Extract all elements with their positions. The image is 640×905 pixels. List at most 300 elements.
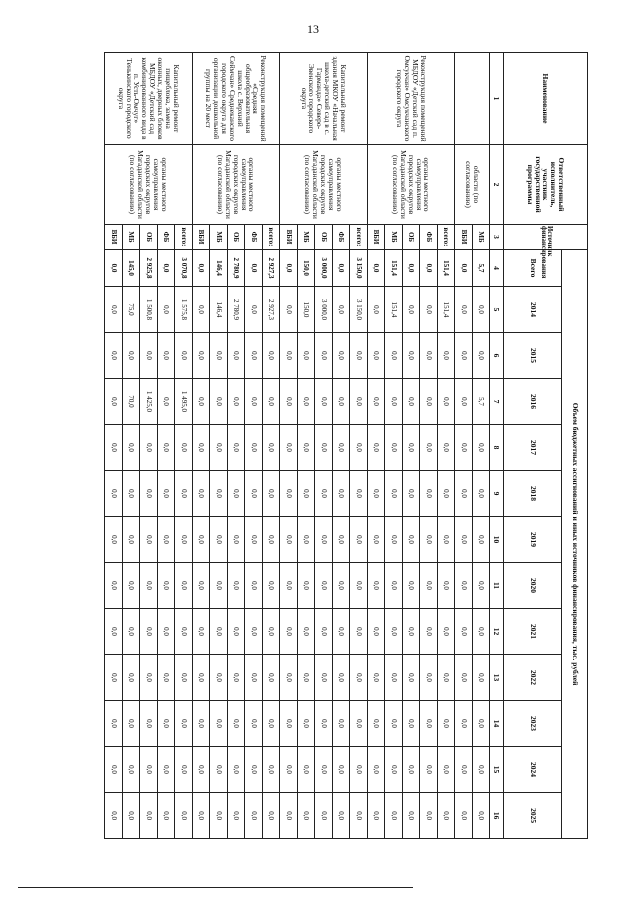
value-cell: 0,0 [297, 379, 315, 425]
value-cell: 0,0 [420, 563, 438, 609]
row-name: Реконструкция помещений «Средняя общеобразовательная школа с. Верхний Сеймчан» Среднеканского городского округа для организации дошкольной группы на 20 мест [192, 53, 280, 145]
value-cell: 0,0 [332, 747, 350, 793]
value-cell: 0,0 [157, 563, 175, 609]
value-cell: 0,0 [332, 471, 350, 517]
value-cell: 0,0 [297, 425, 315, 471]
value-cell: 0,0 [297, 793, 315, 839]
value-cell: 0,0 [227, 379, 245, 425]
value-cell: 0,0 [332, 379, 350, 425]
value-cell: 0,0 [245, 287, 263, 333]
value-cell: 0,0 [262, 563, 280, 609]
value-cell: 0,0 [140, 609, 158, 655]
value-cell: 0,0 [105, 793, 123, 839]
value-cell: 0,0 [385, 701, 403, 747]
value-cell: 0,0 [350, 701, 368, 747]
value-cell: 0,0 [402, 609, 420, 655]
source-cell: ФБ [420, 225, 438, 250]
value-cell: 0,0 [210, 425, 228, 471]
value-cell: 0,0 [420, 471, 438, 517]
value-cell: 0,0 [280, 379, 298, 425]
total-cell: 3 000,0 [315, 250, 333, 287]
value-cell: 3 150,0 [350, 287, 368, 333]
value-cell: 0,0 [455, 701, 473, 747]
value-cell: 0,0 [472, 287, 490, 333]
value-cell: 0,0 [367, 655, 385, 701]
value-cell: 0,0 [245, 609, 263, 655]
value-cell: 0,0 [402, 747, 420, 793]
value-cell: 0,0 [105, 655, 123, 701]
source-cell: МБ [210, 225, 228, 250]
header-total: Всего [504, 250, 562, 287]
value-cell: 0,0 [367, 701, 385, 747]
value-cell: 0,0 [332, 287, 350, 333]
total-cell: 0,0 [367, 250, 385, 287]
value-cell: 0,0 [420, 333, 438, 379]
value-cell: 0,0 [227, 517, 245, 563]
value-cell: 0,0 [472, 655, 490, 701]
page-number: 13 [307, 22, 319, 36]
value-cell: 0,0 [175, 333, 193, 379]
source-cell: ВБИ [105, 225, 123, 250]
header-year: 2014 [504, 287, 562, 333]
total-cell: 145,0 [122, 250, 140, 287]
row-name: Реконструкция помещений МБДОУ «Детский сад п. Омсукчан» Омсукчанского городского округа [367, 53, 455, 145]
value-cell: 0,0 [175, 471, 193, 517]
row-name: Капитальный ремонт здания МКОУ «Начальная школа-детский сад в с. Гарманда» Северо-Эвенского городского округа [280, 53, 368, 145]
value-cell: 0,0 [262, 425, 280, 471]
column-number: 14 [490, 701, 504, 747]
table-row [350, 53, 368, 839]
table-row [472, 53, 490, 839]
value-cell: 0,0 [140, 333, 158, 379]
value-cell: 0,0 [140, 471, 158, 517]
value-cell: 0,0 [472, 471, 490, 517]
value-cell: 0,0 [332, 609, 350, 655]
value-cell: 0,0 [367, 287, 385, 333]
value-cell: 0,0 [280, 701, 298, 747]
value-cell: 0,0 [192, 793, 210, 839]
value-cell: 0,0 [315, 471, 333, 517]
page-bottom-rule [18, 887, 413, 888]
value-cell: 0,0 [192, 287, 210, 333]
column-number: 6 [490, 333, 504, 379]
value-cell: 0,0 [455, 609, 473, 655]
value-cell: 0,0 [245, 793, 263, 839]
value-cell: 0,0 [315, 793, 333, 839]
total-cell: 3 150,0 [350, 250, 368, 287]
value-cell: 0,0 [315, 609, 333, 655]
value-cell: 0,0 [402, 793, 420, 839]
value-cell: 0,0 [472, 425, 490, 471]
column-number: 4 [490, 250, 504, 287]
value-cell: 0,0 [420, 425, 438, 471]
value-cell: 0,0 [262, 793, 280, 839]
value-cell: 151,4 [385, 287, 403, 333]
value-cell: 0,0 [280, 655, 298, 701]
table-row [437, 53, 455, 839]
value-cell: 0,0 [402, 471, 420, 517]
row-responsible: органы местного самоуправления городских округов Магаданской области (по согласованию) [192, 145, 280, 225]
header-year: 2025 [504, 793, 562, 839]
value-cell: 0,0 [420, 609, 438, 655]
value-cell: 0,0 [210, 609, 228, 655]
header-source: Источник финансирования [504, 225, 588, 250]
value-cell: 3 000,0 [315, 287, 333, 333]
value-cell: 0,0 [210, 333, 228, 379]
value-cell: 0,0 [210, 793, 228, 839]
value-cell: 0,0 [192, 379, 210, 425]
value-cell: 0,0 [192, 701, 210, 747]
value-cell: 0,0 [402, 517, 420, 563]
value-cell: 0,0 [227, 563, 245, 609]
value-cell: 146,4 [210, 287, 228, 333]
source-cell: ОБ [315, 225, 333, 250]
value-cell: 0,0 [210, 655, 228, 701]
total-cell: 0,0 [245, 250, 263, 287]
column-number: 8 [490, 425, 504, 471]
value-cell: 0,0 [315, 655, 333, 701]
header-year: 2023 [504, 701, 562, 747]
value-cell: 0,0 [385, 747, 403, 793]
value-cell: 0,0 [297, 517, 315, 563]
value-cell: 0,0 [332, 701, 350, 747]
value-cell: 0,0 [192, 655, 210, 701]
value-cell: 0,0 [297, 471, 315, 517]
value-cell: 0,0 [280, 609, 298, 655]
value-cell: 0,0 [280, 471, 298, 517]
value-cell: 0,0 [350, 425, 368, 471]
value-cell: 0,0 [472, 747, 490, 793]
value-cell: 0,0 [367, 563, 385, 609]
value-cell: 0,0 [455, 793, 473, 839]
value-cell: 0,0 [385, 517, 403, 563]
value-cell: 0,0 [245, 333, 263, 379]
value-cell: 0,0 [157, 333, 175, 379]
table-row [175, 53, 193, 839]
value-cell: 0,0 [367, 517, 385, 563]
value-cell: 0,0 [122, 609, 140, 655]
value-cell: 0,0 [157, 701, 175, 747]
value-cell: 0,0 [455, 379, 473, 425]
value-cell: 0,0 [350, 747, 368, 793]
value-cell: 0,0 [472, 793, 490, 839]
value-cell: 0,0 [280, 333, 298, 379]
header-year: 2017 [504, 425, 562, 471]
value-cell: 1 425,0 [140, 379, 158, 425]
value-cell: 0,0 [420, 517, 438, 563]
value-cell: 0,0 [315, 425, 333, 471]
source-cell: ВБИ [192, 225, 210, 250]
total-cell: 0,0 [455, 250, 473, 287]
value-cell: 0,0 [280, 287, 298, 333]
value-cell: 0,0 [455, 425, 473, 471]
value-cell: 0,0 [385, 563, 403, 609]
value-cell: 0,0 [332, 563, 350, 609]
value-cell: 0,0 [175, 517, 193, 563]
value-cell: 0,0 [122, 563, 140, 609]
value-cell: 0,0 [122, 471, 140, 517]
value-cell: 0,0 [192, 425, 210, 471]
value-cell: 0,0 [367, 609, 385, 655]
value-cell: 0,0 [280, 517, 298, 563]
value-cell: 0,0 [157, 655, 175, 701]
value-cell: 0,0 [105, 425, 123, 471]
value-cell: 0,0 [367, 747, 385, 793]
value-cell: 0,0 [105, 379, 123, 425]
value-cell: 0,0 [350, 655, 368, 701]
source-cell: всего: [350, 225, 368, 250]
value-cell: 0,0 [140, 655, 158, 701]
value-cell: 0,0 [192, 517, 210, 563]
value-cell: 0,0 [437, 701, 455, 747]
value-cell: 75,0 [122, 287, 140, 333]
value-cell: 0,0 [297, 655, 315, 701]
value-cell: 2 780,9 [227, 287, 245, 333]
total-cell: 0,0 [105, 250, 123, 287]
value-cell: 0,0 [455, 333, 473, 379]
column-number: 5 [490, 287, 504, 333]
value-cell: 0,0 [455, 471, 473, 517]
source-cell: ФБ [332, 225, 350, 250]
value-cell: 0,0 [385, 379, 403, 425]
value-cell: 0,0 [472, 333, 490, 379]
column-number: 13 [490, 655, 504, 701]
value-cell: 0,0 [420, 701, 438, 747]
value-cell: 0,0 [227, 471, 245, 517]
value-cell: 0,0 [157, 425, 175, 471]
value-cell: 0,0 [175, 701, 193, 747]
value-cell: 0,0 [262, 701, 280, 747]
value-cell: 0,0 [192, 333, 210, 379]
value-cell: 0,0 [472, 701, 490, 747]
value-cell: 0,0 [210, 517, 228, 563]
value-cell: 0,0 [157, 793, 175, 839]
value-cell: 0,0 [210, 563, 228, 609]
value-cell: 0,0 [367, 425, 385, 471]
column-number: 3 [490, 225, 504, 250]
value-cell: 0,0 [350, 563, 368, 609]
value-cell: 0,0 [175, 747, 193, 793]
value-cell: 0,0 [367, 333, 385, 379]
value-cell: 0,0 [332, 655, 350, 701]
total-cell: 150,0 [297, 250, 315, 287]
value-cell: 0,0 [122, 793, 140, 839]
value-cell: 0,0 [472, 563, 490, 609]
value-cell: 0,0 [350, 471, 368, 517]
value-cell: 0,0 [210, 379, 228, 425]
value-cell: 70,0 [122, 379, 140, 425]
table-row [262, 53, 280, 839]
value-cell: 0,0 [350, 379, 368, 425]
value-cell: 0,0 [402, 655, 420, 701]
total-cell: 151,4 [437, 250, 455, 287]
column-number: 15 [490, 747, 504, 793]
total-cell: 0,0 [332, 250, 350, 287]
total-cell: 0,0 [192, 250, 210, 287]
value-cell: 0,0 [437, 333, 455, 379]
value-cell: 0,0 [455, 563, 473, 609]
total-cell: 2 927,3 [262, 250, 280, 287]
value-cell: 0,0 [122, 747, 140, 793]
total-cell: 146,4 [210, 250, 228, 287]
value-cell: 0,0 [472, 517, 490, 563]
rotated-table-container [104, 52, 588, 838]
value-cell: 0,0 [455, 517, 473, 563]
value-cell: 0,0 [385, 471, 403, 517]
header-year: 2015 [504, 333, 562, 379]
value-cell: 0,0 [175, 793, 193, 839]
value-cell: 0,0 [297, 333, 315, 379]
value-cell: 0,0 [437, 793, 455, 839]
value-cell: 0,0 [332, 333, 350, 379]
value-cell: 0,0 [437, 609, 455, 655]
value-cell: 0,0 [262, 609, 280, 655]
value-cell: 0,0 [175, 609, 193, 655]
value-cell: 0,0 [402, 425, 420, 471]
value-cell: 0,0 [280, 425, 298, 471]
value-cell: 0,0 [105, 471, 123, 517]
header-name: Наименование [504, 53, 588, 145]
value-cell: 0,0 [280, 793, 298, 839]
value-cell: 0,0 [227, 655, 245, 701]
value-cell: 0,0 [105, 609, 123, 655]
value-cell: 151,4 [437, 287, 455, 333]
value-cell: 0,0 [420, 747, 438, 793]
value-cell: 1 500,8 [140, 287, 158, 333]
value-cell: 0,0 [297, 747, 315, 793]
value-cell: 0,0 [157, 609, 175, 655]
row-responsible: органы местного самоуправления городских округов Магаданской области (по согласованию) [280, 145, 368, 225]
header-year: 2024 [504, 747, 562, 793]
value-cell: 0,0 [437, 425, 455, 471]
value-cell: 0,0 [157, 287, 175, 333]
column-number: 1 [490, 53, 504, 145]
value-cell: 0,0 [367, 793, 385, 839]
value-cell: 0,0 [227, 333, 245, 379]
row-responsible: органы местного самоуправления городских округов Магаданской области (по согласованию) [367, 145, 455, 225]
value-cell: 2 927,3 [262, 287, 280, 333]
value-cell: 0,0 [420, 655, 438, 701]
value-cell: 0,0 [192, 609, 210, 655]
source-cell: МБ [297, 225, 315, 250]
total-cell: 0,0 [420, 250, 438, 287]
total-cell: 0,0 [402, 250, 420, 287]
row-name: Капитальный ремонт пищеблока, замена оконных, дверных блоков МБДОУ «Детский сад комбинированного вида в п. Усть-Омчуг» Тенькинского городского округа [105, 53, 193, 145]
source-cell: всего: [437, 225, 455, 250]
value-cell: 0,0 [175, 563, 193, 609]
value-cell: 0,0 [315, 563, 333, 609]
value-cell: 0,0 [437, 517, 455, 563]
source-cell: ОБ [140, 225, 158, 250]
value-cell: 5,7 [472, 379, 490, 425]
row-responsible: области (по согласованию) [455, 145, 490, 225]
value-cell: 0,0 [157, 471, 175, 517]
source-cell: ОБ [402, 225, 420, 250]
value-cell: 0,0 [332, 517, 350, 563]
value-cell: 0,0 [192, 747, 210, 793]
value-cell: 0,0 [437, 471, 455, 517]
value-cell: 0,0 [122, 425, 140, 471]
value-cell: 0,0 [245, 747, 263, 793]
header-year: 2018 [504, 471, 562, 517]
source-cell: ВБИ [455, 225, 473, 250]
financing-table [104, 52, 588, 839]
value-cell: 0,0 [315, 333, 333, 379]
value-cell: 0,0 [210, 701, 228, 747]
total-cell: 3 070,8 [175, 250, 193, 287]
source-cell: ВБИ [280, 225, 298, 250]
value-cell: 0,0 [245, 517, 263, 563]
total-cell: 5,7 [472, 250, 490, 287]
header-year: 2022 [504, 655, 562, 701]
value-cell: 0,0 [420, 793, 438, 839]
value-cell: 0,0 [245, 655, 263, 701]
value-cell: 0,0 [455, 287, 473, 333]
value-cell: 0,0 [332, 425, 350, 471]
header-volume: Объем бюджетных ассигнований и иных источников финансирования, тыс. рублей [562, 250, 588, 839]
column-number: 12 [490, 609, 504, 655]
source-cell: всего: [175, 225, 193, 250]
value-cell: 0,0 [350, 333, 368, 379]
header-year: 2019 [504, 517, 562, 563]
value-cell: 0,0 [140, 517, 158, 563]
value-cell: 0,0 [210, 747, 228, 793]
value-cell: 0,0 [402, 333, 420, 379]
value-cell: 0,0 [122, 517, 140, 563]
value-cell: 0,0 [385, 793, 403, 839]
value-cell: 0,0 [297, 563, 315, 609]
value-cell: 0,0 [140, 425, 158, 471]
header-year: 2021 [504, 609, 562, 655]
value-cell: 0,0 [455, 655, 473, 701]
row-responsible: органы местного самоуправления городских округов Магаданской области (по согласованию) [105, 145, 193, 225]
value-cell: 0,0 [315, 517, 333, 563]
value-cell: 0,0 [262, 471, 280, 517]
value-cell: 0,0 [262, 379, 280, 425]
source-cell: ВБИ [367, 225, 385, 250]
value-cell: 0,0 [420, 379, 438, 425]
value-cell: 0,0 [262, 517, 280, 563]
value-cell: 0,0 [245, 471, 263, 517]
value-cell: 0,0 [122, 333, 140, 379]
value-cell: 0,0 [402, 563, 420, 609]
value-cell: 0,0 [402, 287, 420, 333]
value-cell: 0,0 [245, 425, 263, 471]
value-cell: 0,0 [210, 471, 228, 517]
value-cell: 0,0 [245, 379, 263, 425]
value-cell: 150,0 [297, 287, 315, 333]
value-cell: 0,0 [105, 287, 123, 333]
value-cell: 0,0 [262, 333, 280, 379]
value-cell: 0,0 [297, 609, 315, 655]
column-number: 7 [490, 379, 504, 425]
value-cell: 0,0 [437, 379, 455, 425]
value-cell: 0,0 [227, 425, 245, 471]
column-number: 10 [490, 517, 504, 563]
value-cell: 0,0 [157, 747, 175, 793]
column-number: 11 [490, 563, 504, 609]
header-year: 2016 [504, 379, 562, 425]
value-cell: 0,0 [385, 609, 403, 655]
value-cell: 0,0 [402, 701, 420, 747]
value-cell: 0,0 [315, 701, 333, 747]
value-cell: 0,0 [245, 701, 263, 747]
value-cell: 0,0 [437, 747, 455, 793]
header-responsible: Ответственный исполнитель, участник государственной программы [504, 145, 588, 225]
value-cell: 0,0 [140, 747, 158, 793]
value-cell: 0,0 [105, 701, 123, 747]
value-cell: 0,0 [262, 747, 280, 793]
